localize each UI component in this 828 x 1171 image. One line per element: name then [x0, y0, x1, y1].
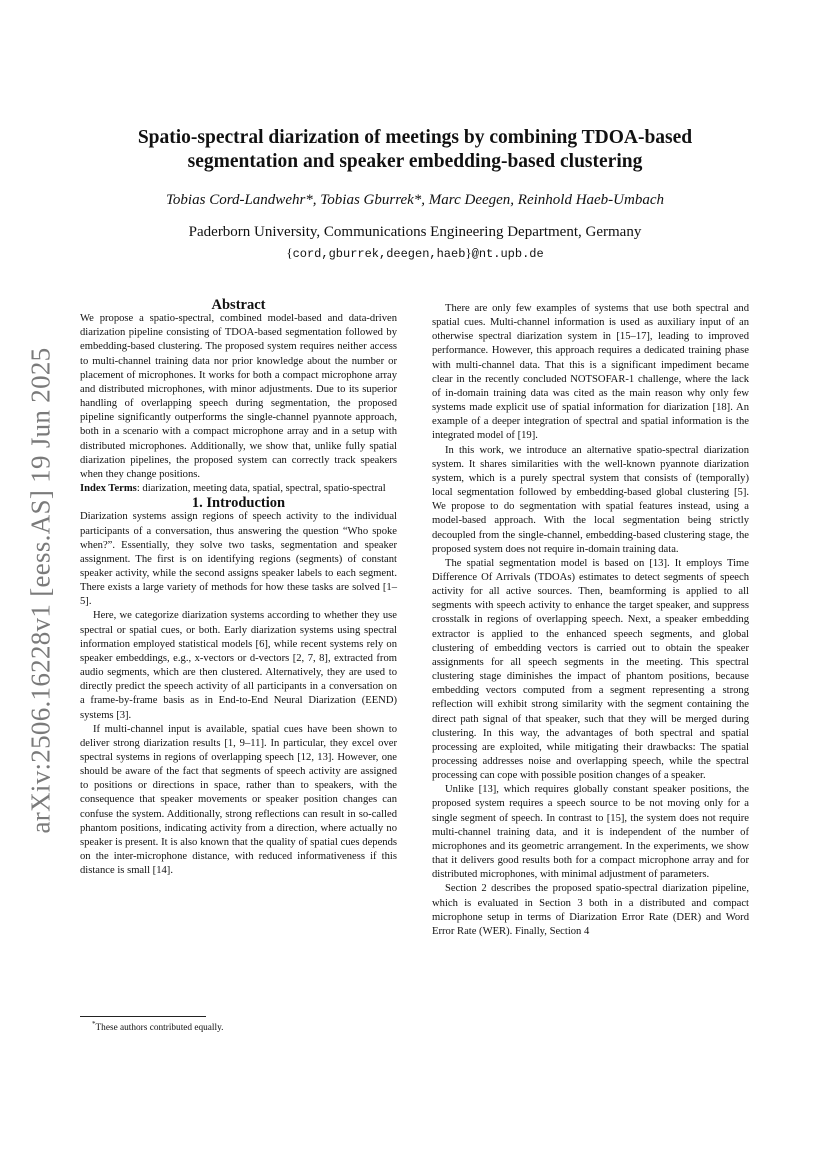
- footnote: *These authors contributed equally.: [92, 1020, 224, 1034]
- abstract-heading: Abstract: [211, 297, 266, 313]
- paper-title-line-1: Spatio-spectral diarization of meetings by combining TDOA-based: [137, 127, 693, 148]
- affiliation: Paderborn University, Communications Engineering Department, Germany: [188, 224, 642, 240]
- footnote-rule: [80, 1016, 206, 1017]
- arxiv-identifier: arXiv:2506.16228v1 [eess.AS] 19 Jun 2025: [25, 347, 56, 833]
- email-domain: @nt.upb.de: [471, 247, 544, 261]
- index-terms-label: Index Terms: [80, 483, 137, 495]
- body-paragraph: There are only few examples of systems that use both spectral and spatial cues. Multi-channel information is used as auxiliary input of an otherwise spectral diarization system in [15–17], leading to improved performance. However, this approach requires a dedicated training phase with multi-channel data. That this is a significant impediment became clear in the recently concluded NOTSOFAR-1 challenge, where the lack of in-domain training data was cited as the main reason why only few systems made explicit use of spatial information for diarization [18]. An example of a deeper integration of spectral and spatial information is the integrated model of [19].: [432, 303, 749, 442]
- email-users: cord,gburrek,deegen,haeb: [292, 247, 466, 261]
- index-terms: [80, 482, 397, 496]
- paper-title: [80, 126, 750, 174]
- intro-paragraph: Diarization systems assign regions of speech activity to the individual participants of a conversation, thus answering the question “Who spoke when?”. Essentially, they solve two tasks, segmentation and speaker assignment. The first is on identifying regions (segments) of constant speaker activity, while the second assigns speaker labels to each segment. There exists a large variety of methods for how these tasks are solved [1–5].: [80, 511, 397, 608]
- introduction-heading: 1. Introduction: [191, 495, 286, 512]
- body-paragraph: Section 2 describes the proposed spatio-spectral diarization pipeline, which is evaluated in Section 3 both in a distributed and compact microphone setup in terms of Diarization Error Rate (DER) and Word Error Rate (WER). Finally, Section 4: [432, 883, 749, 937]
- footnote-text: These authors contributed equally.: [95, 1023, 224, 1034]
- paper-title-line-2: segmentation and speaker embedding-based clustering: [187, 151, 643, 172]
- index-terms-text: : diarization, meeting data, spatial, spectral, spatio-spectral: [136, 483, 386, 495]
- right-column: [432, 302, 749, 939]
- left-column: [80, 298, 397, 878]
- body-paragraph: The spatial segmentation model is based on [13]. It employs Time Difference Of Arrivals (TDOAs) estimates to detect segments of speech activity for all active sources. Then, beamforming is applied to all segments with speech activity to enhance the target speaker, and suppress crosstalk in regions of overlapping speech. Next, a speaker embedding extractor is applied to the enhanced speech segments, and global clustering of embedding vectors is carried out to obtain the speaker assignments for all speech segments in the meeting. This spectral clustering stage diminishes the impact of phantom positions, because embedding vectors computed from a segment representing a strong reflection will exhibit strong similarity with the segment containing the direct path signal of that speaker, such that they will be merged during clustering. In this way, the advantages of both spectral and spatial processing are exploited, while mitigating their drawbacks: The spatial processing addresses noise and overlapping speech, while the spectral processing can cope with possible position changes of a speaker.: [432, 557, 749, 782]
- body-paragraph: Unlike [13], which requires globally constant speaker positions, the proposed system requires a speech source to be not moving only for a single segment of speech. In contrast to [15], the system does not require multi-channel training data, and it is independent of the number of microphones and its geometric arrangement. In the experiments, we show that it delivers good results both for a compact microphone array and for distributed microphones, with minimal adjustment of parameters.: [432, 784, 749, 881]
- body-paragraph: In this work, we introduce an alternative spatio-spectral diarization system. It shares similarities with the well-known pyannote diarization system, which is a purely spectral system that consists of (temporally) local segmentation followed by embedding-based global clustering [5]. We propose to do segmentation with spatial features instead, using a model-based approach. With the local segmentation being strictly decoupled from the single-channel, embedding-based clustering stage, the proposed system does not require in-domain training data.: [432, 444, 749, 555]
- intro-paragraph: If multi-channel input is available, spatial cues have been shown to deliver strong diarization results [1, 9–11]. In particular, they excel over spectral systems in regions of overlapping speech [12, 13]. However, one should be aware of the fact that segments of speech activity are assigned to positions or directions in space, rather than to speakers, with the consequence that speaker movements or speaker position changes can confuse the system. Additionally, strong reflections can result in so-called phantom positions, indicating activity from a direction, where actually no speaker is present. It is also known that the quality of spatial cues depends on the inter-microphone distance, with reduced informativeness if this distance is small [14].: [80, 723, 397, 877]
- author-list: Tobias Cord-Landwehr*, Tobias Gburrek*, Marc Deegen, Reinhold Haeb-Umbach: [165, 192, 665, 208]
- arxiv-side-stamp: [18, 330, 64, 850]
- abstract-text: We propose a spatio-spectral, combined model-based and data-driven diarization pipeline consisting of TDOA-based segmentation followed by embedding-based clustering. The proposed system requires neither access to multi-channel training data nor prior knowledge about the number or placement of microphones. It works for both a compact microphone array and distributed microphones, with minor adjustments. Due to its superior handling of overlapping speech during segmentation, the proposed pipeline significantly outperforms the single-channel pyannote approach, both in a scenario with a compact microphone array and in a setup with distributed microphones. Additionally, we show that, unlike fully spatial diarization pipelines, the proposed system can correctly track speakers when they change positions.: [80, 313, 397, 480]
- email-line: {cord,gburrek,deegen,haeb}@nt.upb.de: [286, 245, 544, 261]
- intro-paragraph: Here, we categorize diarization systems according to whether they use spectral or spatial cues, or both. Early diarization systems using spectral information employed statistical models [6], while recent systems rely on speaker embeddings, e.g., x-vectors or d-vectors [2, 7, 8], extracted from audio segments, which are then clustered. Alternatively, they are used to directly predict the speech activity of all participants in a conversation on a frame-by-frame basis as in End-to-End Neural Diarization (EEND) systems [3].: [80, 610, 397, 721]
